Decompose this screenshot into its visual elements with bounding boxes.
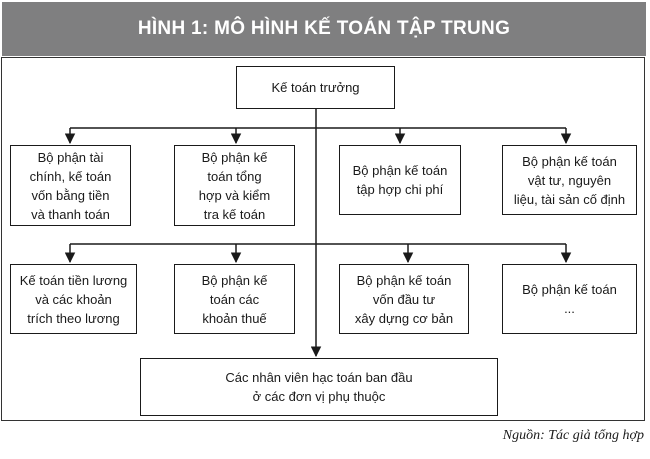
figure-title: HÌNH 1: MÔ HÌNH KẾ TOÁN TẬP TRUNG	[2, 2, 646, 56]
bottom-box	[140, 358, 498, 416]
row1-box-3	[339, 145, 461, 215]
source-note: Nguồn: Tác giả tổng hợp	[502, 428, 644, 443]
row2-label-1: Kế toán tiền lương và các khoản trích theo lương	[19, 272, 128, 326]
row1-label-1: Bộ phận tài chính, kế toán vốn bằng tiền và thanh toán	[29, 149, 112, 222]
row1-box-2	[174, 145, 295, 226]
row1-label-4: Bộ phận kế toán vật tư, nguyên liệu, tài sản cố định	[513, 153, 626, 207]
row1-box-4	[502, 145, 637, 215]
bottom-label: Các nhân viên hạc toán ban đầu ở các đơn vị phụ thuộc	[225, 370, 413, 404]
row1-label-3: Bộ phận kế toán tập hợp chi phí	[352, 163, 448, 197]
root-label: Kế toán trưởng	[271, 80, 360, 95]
row2-box-2	[174, 264, 295, 334]
row2-box-4	[502, 264, 637, 334]
row2-box-3	[339, 264, 469, 334]
row2-label-4: Bộ phận kế toán ...	[522, 282, 617, 316]
row2-box-1	[10, 264, 137, 334]
row1-box-1	[10, 145, 131, 226]
root-box	[236, 66, 395, 109]
row2-label-3: Bộ phận kế toán vốn đầu tư xây dựng cơ bản	[354, 272, 454, 326]
row2-label-2: Bộ phận kế toán các khoản thuế	[201, 272, 268, 326]
row1-label-2: Bộ phận kế toán tổng hợp và kiểm tra kế toán	[198, 149, 271, 222]
